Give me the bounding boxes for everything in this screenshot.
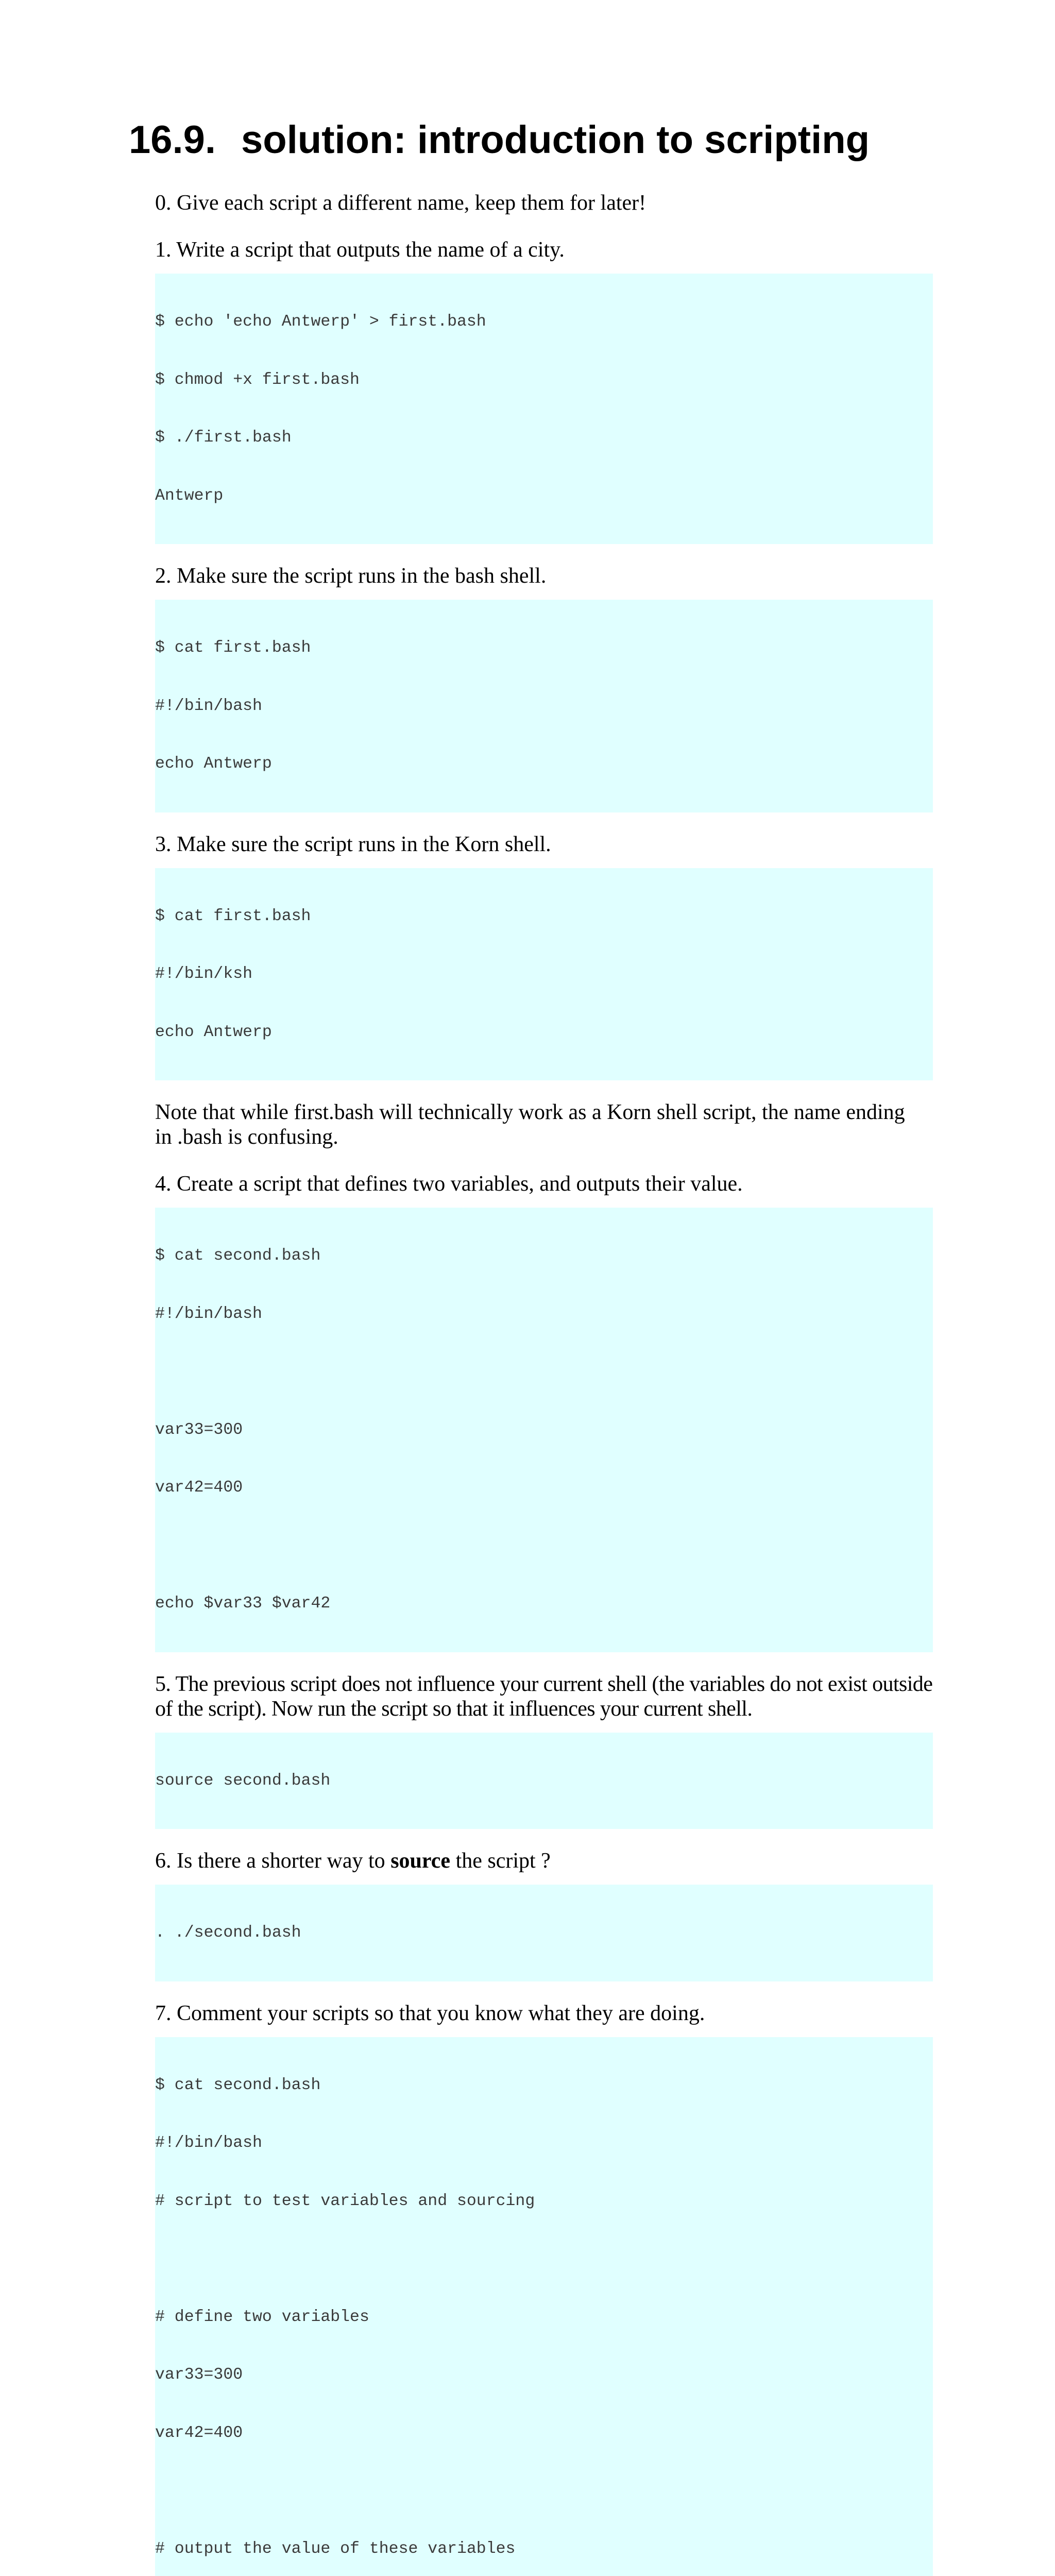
code-line: #!/bin/bash: [155, 1304, 933, 1324]
exercise-3-text: 3. Make sure the script runs in the Korn shell.: [155, 832, 933, 857]
exercise-2-code: [155, 600, 933, 812]
code-line: [155, 1362, 933, 1382]
code-line: $ cat second.bash: [155, 1246, 933, 1266]
code-line: var33=300: [155, 1420, 933, 1440]
code-line: var42=400: [155, 2424, 933, 2443]
code-line: $ cat second.bash: [155, 2076, 933, 2095]
exercise-5-code: [155, 1733, 933, 1829]
code-line: #!/bin/bash: [155, 697, 933, 716]
exercise-3-note: Note that while first.bash will technically work as a Korn shell script, the name ending in .bash is confusing.: [155, 1100, 907, 1149]
code-line: # output the value of these variables: [155, 2539, 933, 2559]
exercise-7-text: 7. Comment your scripts so that you know what they are doing.: [155, 2001, 933, 2026]
code-line: $ cat first.bash: [155, 907, 933, 926]
exercise-7-code: [155, 2037, 933, 2576]
code-line: #!/bin/ksh: [155, 964, 933, 984]
code-line: $ chmod +x first.bash: [155, 370, 933, 390]
code-line: [155, 2481, 933, 2501]
section-title: solution: introduction to scripting: [241, 118, 870, 162]
code-line: echo Antwerp: [155, 1023, 933, 1042]
code-line: [155, 1536, 933, 1556]
exercise-1-code: [155, 274, 933, 544]
code-line: var42=400: [155, 1478, 933, 1498]
code-line: echo $var33 $var42: [155, 1594, 933, 1614]
exercise-list: [155, 191, 933, 2576]
code-line: var33=300: [155, 2365, 933, 2385]
code-line: echo Antwerp: [155, 754, 933, 774]
exercise-0-text: 0. Give each script a different name, keep them for later!: [155, 191, 933, 215]
code-line: # script to test variables and sourcing: [155, 2192, 933, 2211]
exercise-4-code: [155, 1208, 933, 1652]
code-line: [155, 2249, 933, 2269]
exercise-2-text: 2. Make sure the script runs in the bash shell.: [155, 564, 933, 588]
code-line: source second.bash: [155, 1771, 933, 1791]
exercise-4-text: 4. Create a script that defines two variables, and outputs their value.: [155, 1172, 933, 1196]
section-heading: [129, 116, 870, 163]
section-number: 16.9.: [129, 116, 241, 163]
code-line: Antwerp: [155, 486, 933, 506]
code-line: $ cat first.bash: [155, 638, 933, 658]
exercise-6-code: [155, 1885, 933, 1981]
code-line: $ echo 'echo Antwerp' > first.bash: [155, 312, 933, 332]
source-keyword: source: [390, 1849, 450, 1873]
exercise-1-text: 1. Write a script that outputs the name of a city.: [155, 238, 933, 262]
exercise-3-code: [155, 868, 933, 1081]
exercise-6-text: [155, 1849, 933, 1873]
code-line: . ./second.bash: [155, 1923, 933, 1943]
code-line: #!/bin/bash: [155, 2133, 933, 2153]
code-line: # define two variables: [155, 2308, 933, 2327]
exercise-6-text-start: 6. Is there a shorter way to: [155, 1849, 390, 1873]
exercise-6-text-end: the script ?: [450, 1849, 551, 1873]
code-line: $ ./first.bash: [155, 428, 933, 448]
exercise-5-text: 5. The previous script does not influence your current shell (the variables do not exist outside of the script). Now run the script so that it influences your current shell.: [155, 1672, 933, 1721]
